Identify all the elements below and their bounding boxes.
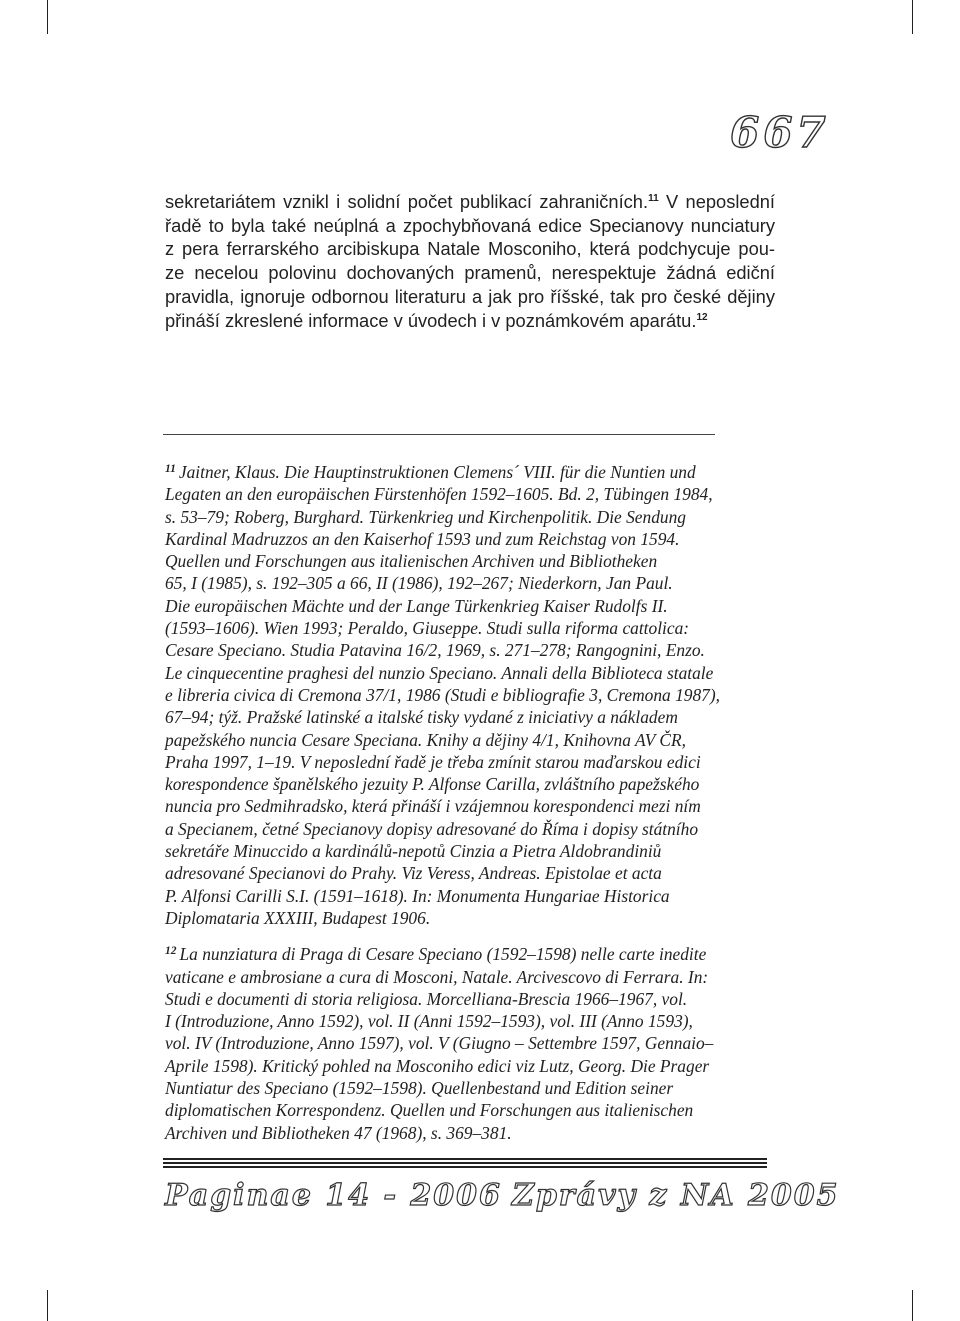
footnote-line-text: Kardinal Madruzzos an den Kaiserhof 1593 und zum Reichstag von 1594. [165,528,680,549]
footnote-line [165,483,765,505]
footnote-line [165,729,765,751]
crop-mark-top-left [47,0,48,34]
footnote-line [165,706,765,728]
footnote-line-text: Studi e documenti di storia religiosa. Morcelliana-Brescia 1966–1967, vol. [165,988,688,1009]
footnote-line-text: korespondence španělského jezuity P. Alfonse Carilla, zvláštního papežského [165,774,700,795]
footnote-line-text: 67–94; týž. Pražské latinské a italské tisky vydané z iniciativy a nákladem [165,707,678,728]
footnote-line [165,1032,765,1054]
footnote-line-text: I (Introduzione, Anno 1592), vol. II (Anni 1592–1593), vol. III (Anno 1593), [165,1011,693,1032]
body-line-text: řadě to byla také neúplná a zpochybňovaná edice Specianovy nunciatury [165,214,775,236]
footnote-line [165,840,765,862]
footnote-line-text: Le cinquecentine praghesi del nunzio Speciano. Annali della Biblioteca statale [165,662,714,683]
footnote-line-text: Cesare Speciano. Studia Patavina 16/2, 1969, s. 271–278; Rangognini, Enzo. [165,640,705,661]
footnote-line-text: Praha 1997, 1–19. V neposlední řadě je třeba zmínit starou maďarskou edici [165,751,701,772]
footnote-line [165,595,765,617]
page-number: 667 [730,108,830,157]
footnote-line [165,1099,765,1121]
footnote-line [165,1055,765,1077]
footnote-line [165,662,765,684]
running-footer-right: Zprávy z NA 2005 [512,1178,840,1213]
footnote-line [165,1122,765,1144]
footnote-line [165,751,765,773]
body-line [165,309,775,333]
running-footer-left: Paginae 14 - 2006 [165,1178,502,1213]
footnote-line-text: s. 53–79; Roberg, Burghard. Türkenkrieg und Kirchenpolitik. Die Sendung [165,506,687,527]
footnote-line-text: papežského nuncia Cesare Speciana. Knihy a dějiny 4/1, Knihovna AV ČR, [165,729,686,750]
footnote-line-text: vaticane e ambrosiane a cura di Mosconi, Natale. Arcivescovo di Ferrara. In: [165,966,709,987]
footnote-line [165,639,765,661]
footnote-line [165,528,765,550]
footnote-line [165,818,765,840]
footnote-line-text: diplomatischen Korrespondenz. Quellen und Forschungen aus italienischen [165,1100,694,1121]
footnote-separator [163,434,715,435]
footnote-line-text: sekretáře Minuccido a kardinálů-nepotů Cinzia a Pietra Aldobrandiniů [165,841,662,862]
footnote-line [165,862,765,884]
footnote-line-text: nuncia pro Sedmihradsko, která přináší i vzájemnou korespondenci mezi ním [165,796,701,817]
footnote-line [165,907,765,929]
footnote-line [165,1077,765,1099]
footnote-number: 12 [165,945,177,958]
body-line-text: V neposlední [658,191,775,212]
body-line [165,261,775,285]
footnote-12 [165,943,765,1144]
footnote-line [165,617,765,639]
crop-mark-bottom-right [912,1290,913,1321]
footnote-line [165,795,765,817]
footnote-line-text: Legaten an den europäischen Fürstenhöfen 1592–1605. Bd. 2, Tübingen 1984, [165,484,713,505]
body-line-text: přináší zkreslené informace v úvodech i v poznámkovém aparátu. [165,309,697,331]
footnote-line [165,885,765,907]
footnote-line [165,1010,765,1032]
footnote-line-text: Quellen und Forschungen aus italienischen Archiven und Bibliotheken [165,551,658,572]
footnote-line [165,966,765,988]
body-line-text: ze necelou polovinu dochovaných pramenů, nerespektuje žádná ediční [165,262,775,284]
footnote-line-text: Die europäischen Mächte und der Lange Türkenkrieg Kaiser Rudolfs II. [165,595,668,616]
footnote-line-text: Jaitner, Klaus. Die Hauptinstruktionen Clemens´ VIII. für die Nuntien und [178,462,696,482]
footnote-line [165,943,765,965]
body-line [165,237,775,261]
footnote-line-text: Aprile 1598). Kritický pohled na Mosconiho edici viz Lutz, Georg. Die Prager [165,1055,710,1076]
footnote-line [165,461,765,483]
footnote-line-text: (1593–1606). Wien 1993; Peraldo, Giuseppe. Studi sulla riforma cattolica: [165,618,690,639]
footer-rule [163,1158,767,1170]
body-paragraph [165,190,775,332]
footnote-line-text: Diplomataria XXXIII, Budapest 1906. [165,907,431,928]
footnote-line-text: e libreria civica di Cremona 37/1, 1986 (Studi e bibliografie 3, Cremona 1987), [165,684,720,705]
footnote-line [165,773,765,795]
body-line-text: sekretariátem vznikl i solidní počet publikací zahraničních. [165,191,649,212]
crop-mark-bottom-left [47,1290,48,1321]
body-line [165,285,775,309]
footnote-line-text: P. Alfonsi Carilli S.I. (1591–1618). In: Monumenta Hungariae Historica [165,885,670,906]
footnote-line-text: a Specianem, četné Specianovy dopisy adresované do Říma i dopisy státního [165,818,699,839]
footnote-line [165,988,765,1010]
footnote-line-text: vol. IV (Introduzione, Anno 1597), vol. V (Giugno – Settembre 1597, Gennaio– [165,1033,714,1054]
footnote-line-text: 65, I (1985), s. 192–305 a 66, II (1986), 192–267; Niederkorn, Jan Paul. [165,573,673,594]
footnote-line-text: adresované Specianovi do Prahy. Viz Veress, Andreas. Epistolae et acta [165,863,662,884]
crop-mark-top-right [912,0,913,34]
footnote-reference[interactable]: 12 [696,311,708,323]
footnotes [165,461,765,1144]
footnote-line-text: La nunziatura di Praga di Cesare Speciano (1592–1598) nelle carte inedite [179,944,707,965]
footnote-line-text: Archiven und Bibliotheken 47 (1968), s. 369–381. [165,1122,512,1143]
footnote-reference[interactable]: 11 [648,193,659,204]
body-line-text: z pera ferrarského arcibiskupa Natale Mosconiho, která podchycuje pou- [165,238,775,260]
footnote-line [165,506,765,528]
body-line-text: pravidla, ignoruje odbornou literaturu a jak pro říšské, tak pro české dějiny [165,285,775,307]
footnote-line [165,684,765,706]
footnote-line [165,572,765,594]
body-line [165,214,775,238]
body-line [165,190,775,214]
footnote-number: 11 [165,463,176,475]
footnote-line [165,550,765,572]
footnote-line-text: Nuntiatur des Speciano (1592–1598). Quellenbestand und Edition seiner [165,1078,674,1099]
footnote-11 [165,461,765,929]
